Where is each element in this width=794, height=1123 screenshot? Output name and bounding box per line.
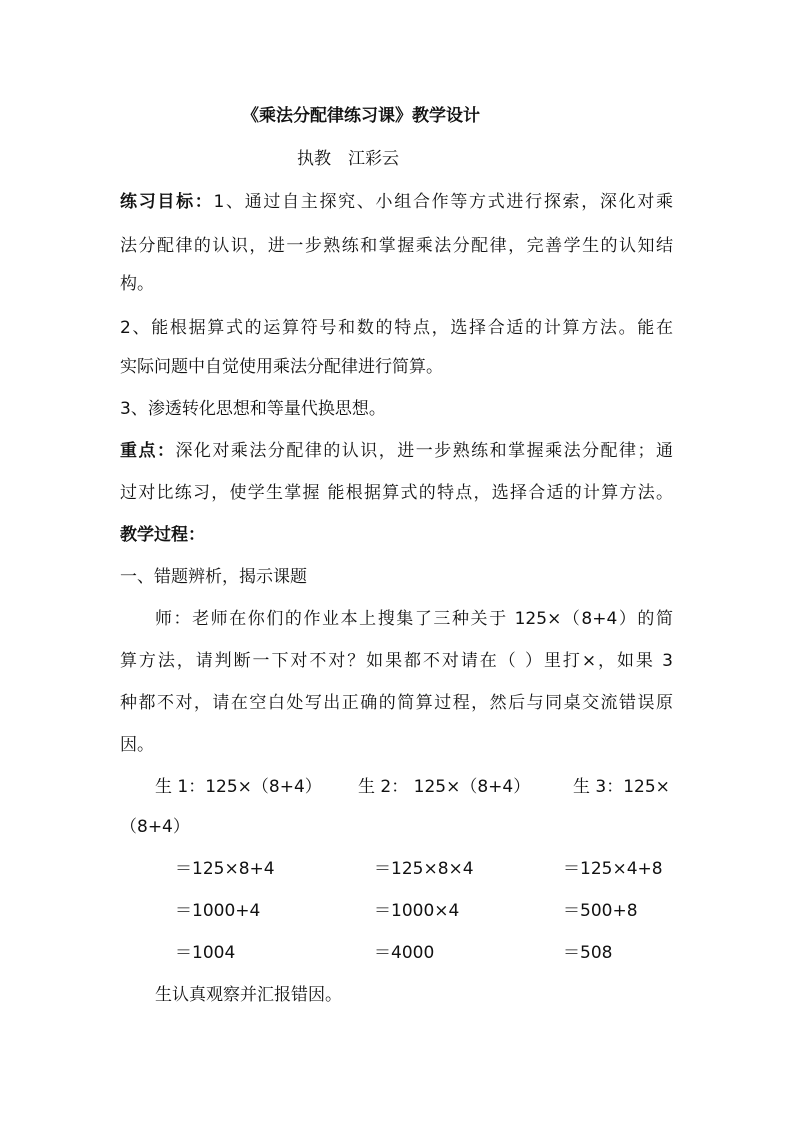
goals-item3: 3、渗透转化思想和等量代换思想。: [120, 399, 386, 419]
goals-item2-b: 实际问题中自觉使用乘法分配律进行简算。: [120, 357, 443, 377]
section-1-heading: 一、错题辨析，揭示课题: [120, 567, 307, 587]
student-3-step-3: ＝508: [563, 943, 613, 963]
student-1-step-3: ＝1004: [175, 943, 236, 963]
keypoint-text-b: 过对比练习，使学生掌握 能根据算式的特点，选择合适的计算方法。: [120, 483, 673, 503]
student-2-step-3: ＝4000: [374, 943, 435, 963]
teacher-para-a: 师：老师在你们的作业本上搜集了三种关于 125×（8+4）的简: [155, 609, 673, 629]
student-3-heading-cont: （8+4）: [120, 817, 190, 837]
closing-line: 生认真观察并汇报错因。: [155, 985, 342, 1005]
process-label: 教学过程：: [120, 525, 205, 545]
teacher-para-c: 种都不对，请在空白处写出正确的简算过程，然后与同桌交流错误原: [120, 693, 673, 713]
student-2-step-1: ＝125×8×4: [374, 859, 474, 879]
teacher-para-d: 因。: [120, 735, 154, 755]
teacher-name-line: 执教 江彩云: [297, 149, 399, 169]
goals-item1-a: 1、通过自主探究、小组合作等方式进行探索，深化对乘: [213, 192, 673, 212]
student-1-step-1: ＝125×8+4: [175, 859, 275, 879]
goals-item1-b: 法分配律的认识，进一步熟练和掌握乘法分配律，完善学生的认知结: [120, 236, 673, 256]
goals-item1-c: 构。: [120, 274, 154, 294]
keypoint-text-a: 深化对乘法分配律的认识，进一步熟练和掌握乘法分配律；通: [175, 441, 674, 461]
teacher-para-b: 算方法，请判断一下对不对？如果都不对请在（ ）里打×，如果 3: [120, 651, 673, 671]
goals-item2-a: 2、能根据算式的运算符号和数的特点，选择合适的计算方法。能在: [120, 318, 673, 338]
keypoint-label: 重点：: [120, 441, 176, 461]
keypoint-line-1: [120, 440, 673, 462]
student-3-step-1: ＝125×4+8: [563, 859, 663, 879]
document-title: 《乘法分配律练习课》教学设计: [242, 106, 480, 126]
student-2-step-2: ＝1000×4: [374, 901, 460, 921]
student-3-step-2: ＝500+8: [563, 901, 638, 921]
goals-label: 练习目标：: [120, 192, 214, 212]
student-1-heading: 生 1：125×（8+4）: [155, 777, 322, 797]
student-2-heading: 生 2： 125×（8+4）: [358, 777, 531, 797]
student-3-heading: 生 3：125×: [573, 777, 670, 797]
student-1-step-2: ＝1000+4: [175, 901, 261, 921]
goals-line-1: [120, 191, 673, 213]
